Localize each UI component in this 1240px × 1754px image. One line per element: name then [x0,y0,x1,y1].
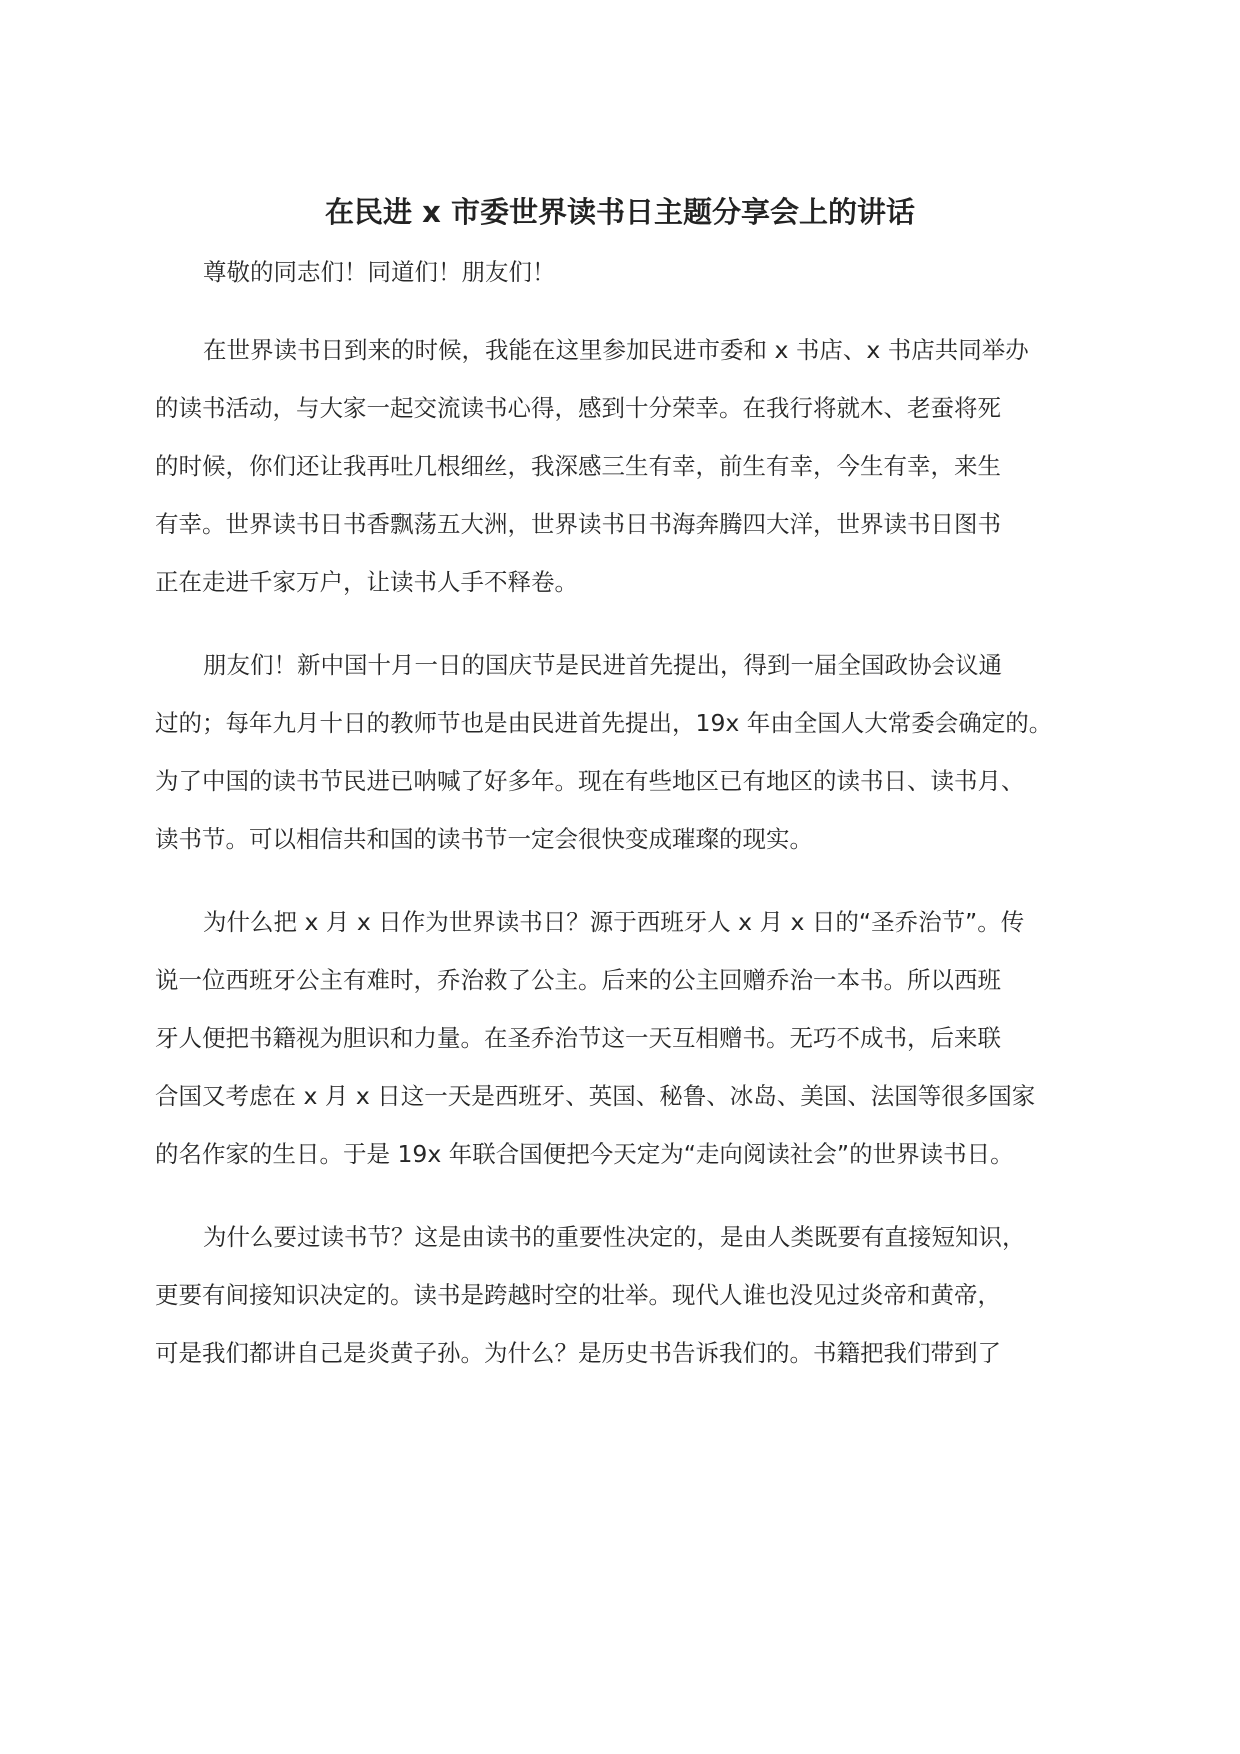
text-line: 说一位西班牙公主有难时，乔治救了公主。后来的公主回赠乔治一本书。所以西班 [155,966,1001,994]
text-line: 的名作家的生日。于是 19x 年联合国便把今天定为“走向阅读社会”的世界读书日。 [155,1140,1014,1168]
document-title: 在民进 x 市委世界读书日主题分享会上的讲话 [325,195,915,229]
text-line: 过的；每年九月十日的教师节也是由民进首先提出，19x 年由全国人大常委会确定的。 [155,709,1053,737]
text-line: 可是我们都讲自己是炎黄子孙。为什么？是历史书告诉我们的。书籍把我们带到了 [155,1339,1001,1367]
text-line: 为了中国的读书节民进已呐喊了好多年。现在有些地区已有地区的读书日、读书月、 [155,767,1025,795]
text-line: 有幸。世界读书日书香飘荡五大洲，世界读书日书海奔腾四大洋，世界读书日图书 [155,510,1001,538]
text-line: 在世界读书日到来的时候，我能在这里参加民进市委和 x 书店、x 书店共同举办 [203,336,1029,364]
text-line: 正在走进千家万户，让读书人手不释卷。 [155,568,578,596]
text-line: 牙人便把书籍视为胆识和力量。在圣乔治节这一天互相赠书。无巧不成书，后来联 [155,1024,1001,1052]
text-line: 合国又考虑在 x 月 x 日这一天是西班牙、英国、秘鲁、冰岛、美国、法国等很多国家 [155,1082,1036,1110]
text-line: 尊敬的同志们！同道们！朋友们！ [203,258,556,286]
text-line: 读书节。可以相信共和国的读书节一定会很快变成璀璨的现实。 [155,825,813,853]
text-line: 朋友们！新中国十月一日的国庆节是民进首先提出，得到一届全国政协会议通 [203,651,1002,679]
text-line: 的读书活动，与大家一起交流读书心得，感到十分荣幸。在我行将就木、老蚕将死 [155,394,1001,422]
text-line: 更要有间接知识决定的。读书是跨越时空的壮举。现代人谁也没见过炎帝和黄帝， [155,1281,1001,1309]
text-line: 为什么把 x 月 x 日作为世界读书日？源于西班牙人 x 月 x 日的“圣乔治节”。传 [203,908,1025,936]
text-line: 的时候，你们还让我再吐几根细丝，我深感三生有幸，前生有幸，今生有幸，来生 [155,452,1001,480]
text-line: 为什么要过读书节？这是由读书的重要性决定的，是由人类既要有直接短知识， [203,1223,1026,1251]
